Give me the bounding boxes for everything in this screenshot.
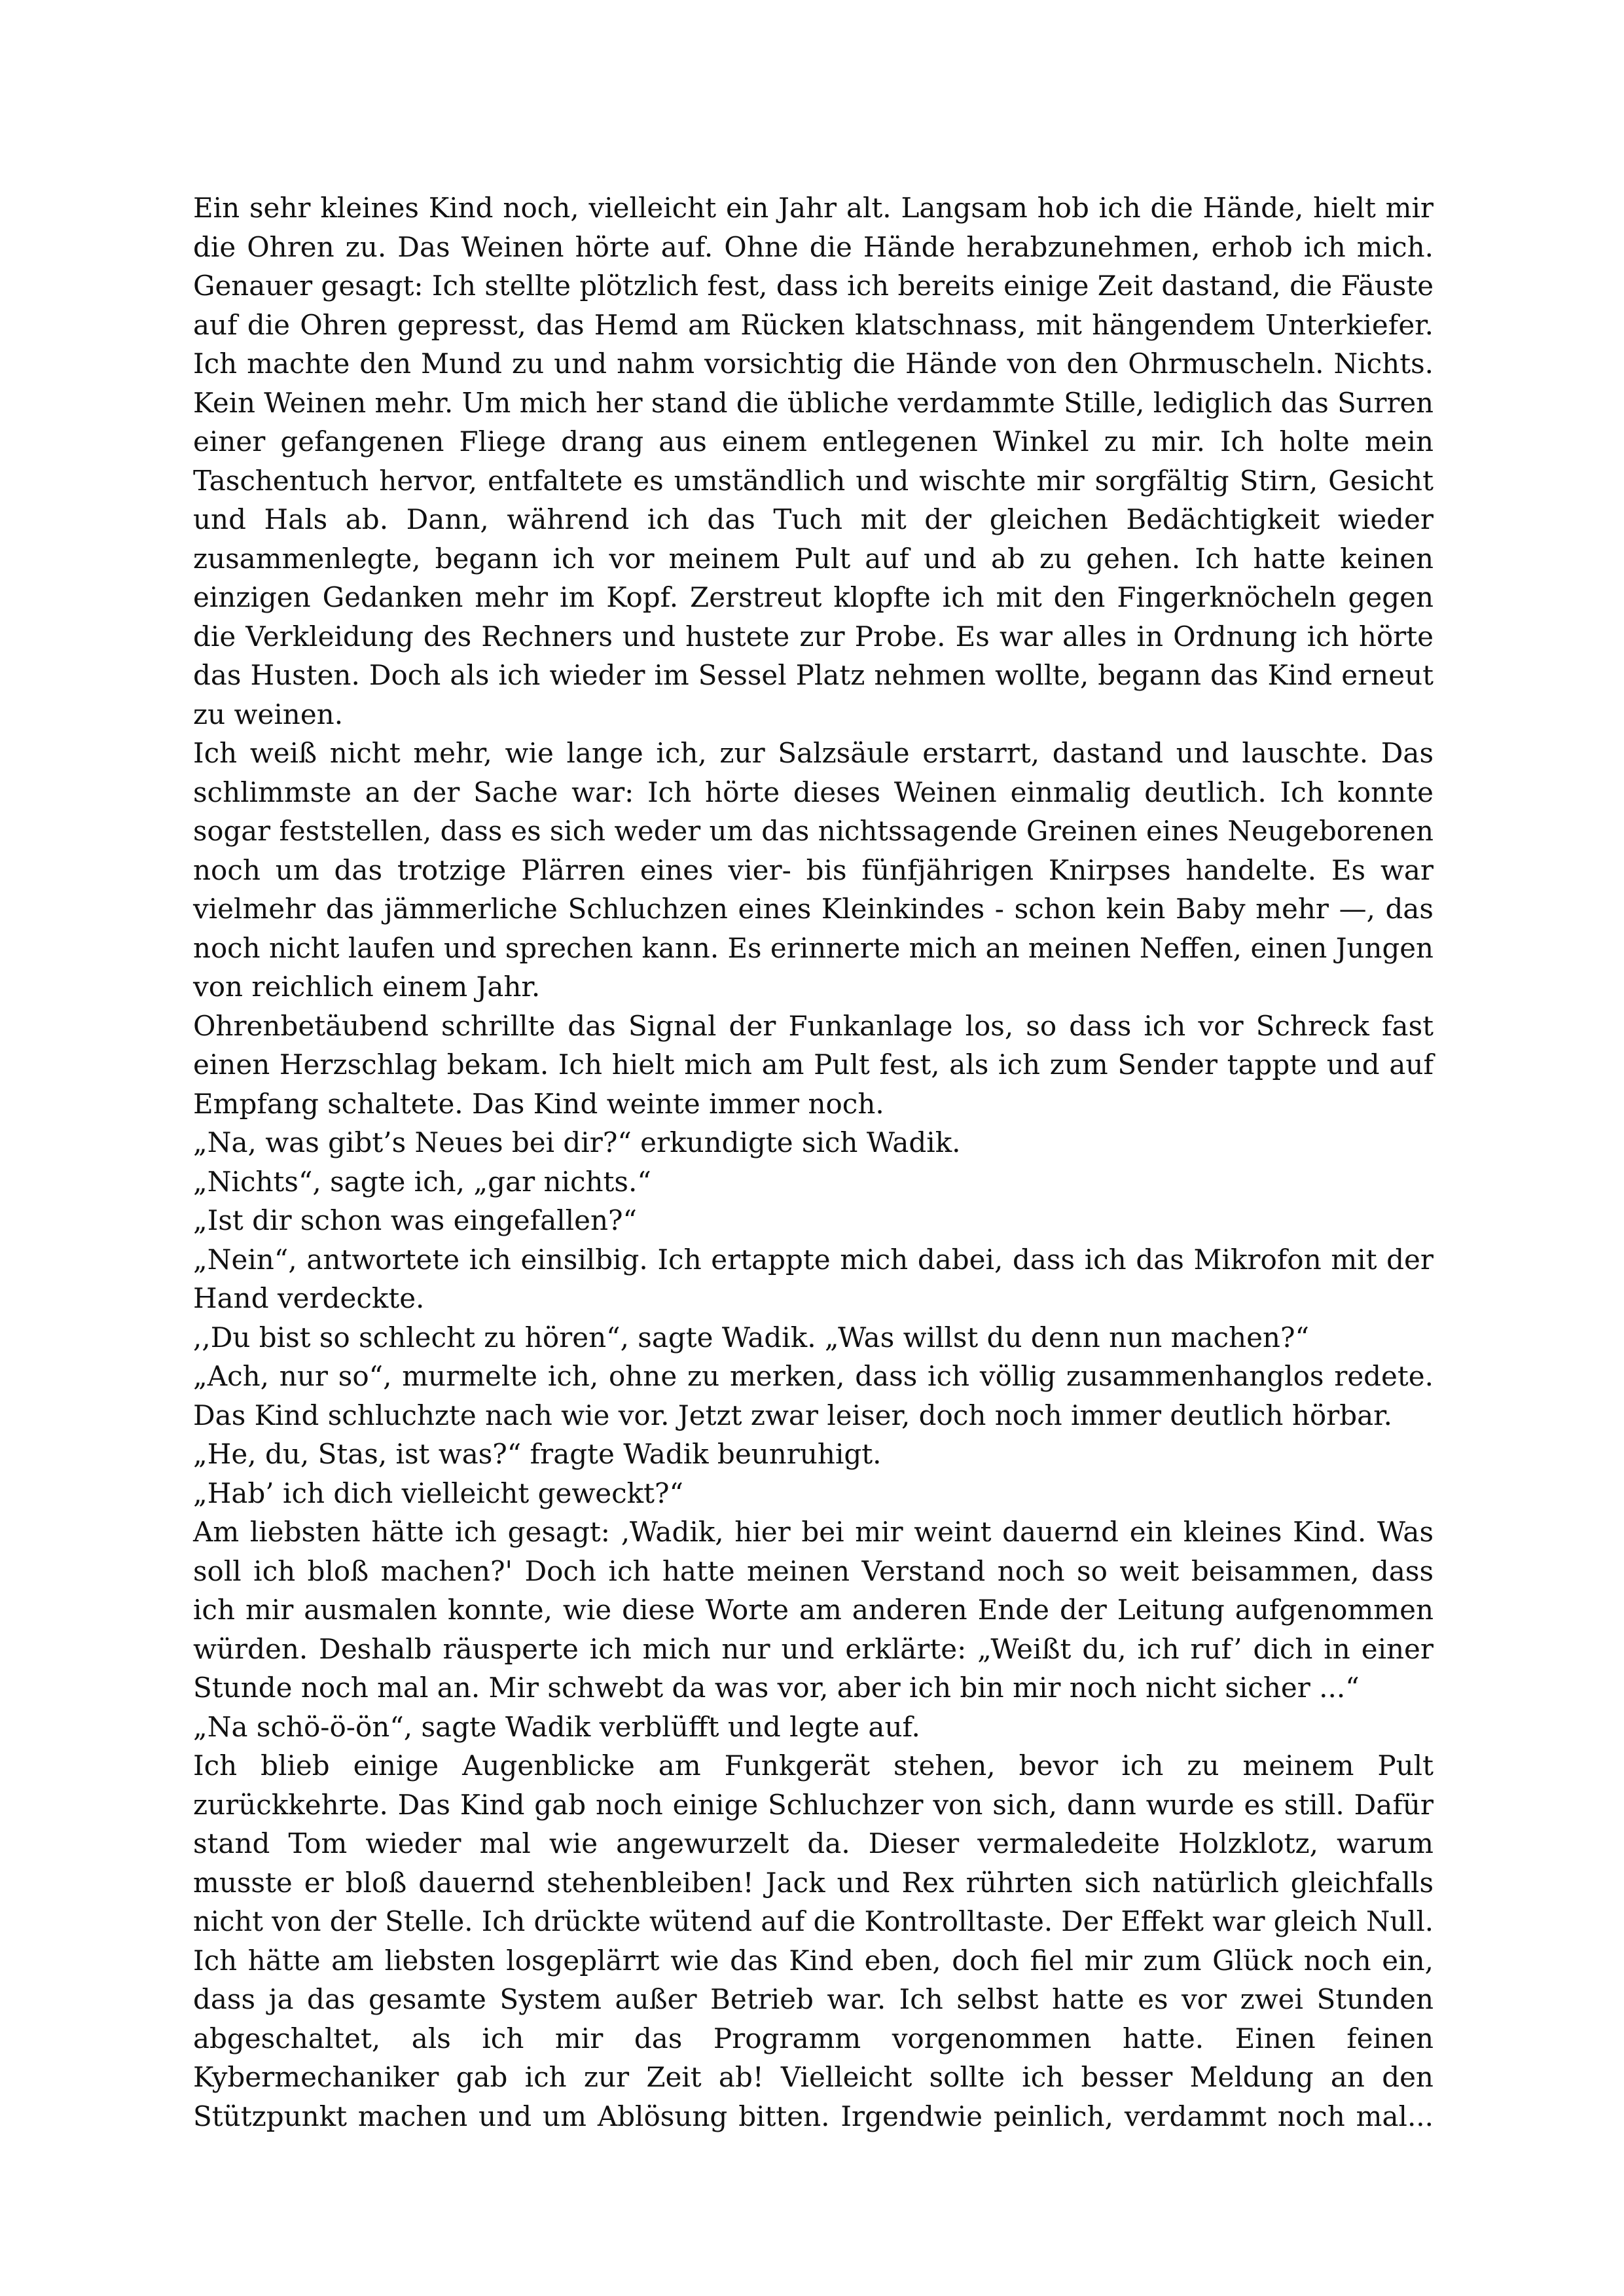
text-line: „Nein“, antwortete ich einsilbig. Ich ertappte mich dabei, dass ich das Mikrofon mit der — [193, 1243, 1434, 1276]
paragraph — [193, 1123, 1434, 1162]
text-line: „Hab’ ich dich vielleicht geweckt?“ — [193, 1477, 683, 1509]
text-line: nicht von der Stelle. Ich drückte wütend auf die Kontrolltaste. Der Effekt war gleich Null. — [193, 1905, 1434, 1937]
text-line: Ich machte den Mund zu und nahm vorsichtig die Hände von den Ohrmuscheln. Nichts. — [193, 348, 1434, 380]
paragraph — [193, 734, 1434, 1007]
text-line: vielmehr das jämmerliche Schluchzen eines Kleinkindes - schon kein Baby mehr —, das — [193, 893, 1434, 925]
text-line: zusammenlegte, begann ich vor meinem Pult auf und ab zu gehen. Ich hatte keinen — [193, 542, 1434, 575]
text-line: noch um das trotzige Plärren eines vier- bis fünfjährigen Knirpses handelte. Es war — [193, 853, 1434, 886]
text-line: Taschentuch hervor, entfaltete es umständlich und wischte mir sorgfältig Stirn, Gesicht — [193, 464, 1434, 497]
text-line: abgeschaltet, als ich mir das Programm vorgenommen hatte. Einen feinen — [193, 2022, 1434, 2054]
text-line: die Verkleidung des Rechners und hustete zur Probe. Es war alles in Ordnung ich hörte — [193, 620, 1434, 653]
text-line: Stunde noch mal an. Mir schwebt da was vor, aber ich bin mir noch nicht sicher ...“ — [193, 1672, 1360, 1704]
text-line: musste er bloß dauernd stehenbleiben! Jack und Rex rührten sich natürlich gleichfalls — [193, 1866, 1434, 1899]
text-line: einer gefangenen Fliege drang aus einem entlegenen Winkel zu mir. Ich holte mein — [193, 425, 1434, 457]
text-line: stand Tom wieder mal wie angewurzelt da. Dieser vermaledeite Holzklotz, warum — [193, 1827, 1434, 1859]
text-line: Ein sehr kleines Kind noch, vielleicht ein Jahr alt. Langsam hob ich die Hände, hielt mir — [193, 192, 1434, 224]
text-line: „Nichts“, sagte ich, „gar nichts.“ — [193, 1165, 651, 1198]
text-line: „Na, was gibt’s Neues bei dir?“ erkundigte sich Wadik. — [193, 1126, 961, 1158]
paragraph — [193, 1474, 1434, 1513]
paragraph — [193, 1357, 1434, 1435]
text-line: das Husten. Doch als ich wieder im Sessel Platz nehmen wollte, begann das Kind erneut — [193, 659, 1434, 691]
paragraph — [193, 1162, 1434, 1202]
text-line: ,,Du bist so schlecht zu hören“, sagte Wadik. „Was willst du denn nun machen?“ — [193, 1321, 1309, 1354]
text-line: Empfang schaltete. Das Kind weinte immer noch. — [193, 1087, 884, 1120]
text-line: auf die Ohren gepresst, das Hemd am Rücken klatschnass, mit hängendem Unterkiefer. — [193, 308, 1434, 341]
document-text-body — [193, 188, 1434, 2136]
text-line: noch nicht laufen und sprechen kann. Es erinnerte mich an meinen Neffen, einen Jungen — [193, 931, 1434, 964]
text-line: Ich hätte am liebsten losgeplärrt wie das Kind eben, doch fiel mir zum Glück noch ein, — [193, 1944, 1434, 1977]
text-line: „Ach, nur so“, murmelte ich, ohne zu merken, dass ich völlig zusammenhanglos redete. — [193, 1360, 1434, 1392]
paragraph — [193, 1201, 1434, 1240]
text-line: „He, du, Stas, ist was?“ fragte Wadik beunruhigt. — [193, 1438, 882, 1470]
text-line: soll ich bloß machen?' Doch ich hatte meinen Verstand noch so weit beisammen, dass — [193, 1554, 1434, 1587]
text-line: die Ohren zu. Das Weinen hörte auf. Ohne die Hände herabzunehmen, erhob ich mich. — [193, 230, 1434, 263]
paragraph — [193, 1318, 1434, 1357]
paragraph — [193, 1708, 1434, 1747]
paragraph — [193, 1240, 1434, 1318]
paragraph — [193, 1435, 1434, 1474]
text-line: „Ist dir schon was eingefallen?“ — [193, 1204, 638, 1236]
text-line: ich mir ausmalen konnte, wie diese Worte am anderen Ende der Leitung aufgenommen — [193, 1594, 1434, 1626]
text-line: Kein Weinen mehr. Um mich her stand die übliche verdammte Stille, lediglich das Surren — [193, 386, 1434, 419]
paragraph — [193, 1746, 1434, 2136]
paragraph — [193, 1513, 1434, 1708]
text-line: von reichlich einem Jahr. — [193, 971, 541, 1003]
text-line: schlimmste an der Sache war: Ich hörte dieses Weinen einmalig deutlich. Ich konnte — [193, 776, 1434, 808]
text-line: Hand verdeckte. — [193, 1282, 425, 1314]
text-line: würden. Deshalb räusperte ich mich nur und erklärte: „Weißt du, ich ruf’ dich in einer — [193, 1632, 1434, 1665]
text-line: zurückkehrte. Das Kind gab noch einige Schluchzer von sich, dann wurde es still. Dafür — [193, 1788, 1434, 1821]
text-line: und Hals ab. Dann, während ich das Tuch mit der gleichen Bedächtigkeit wieder — [193, 503, 1434, 535]
text-line: Ohrenbetäubend schrillte das Signal der Funkanlage los, so dass ich vor Schreck fast — [193, 1009, 1434, 1042]
text-line: Genauer gesagt: Ich stellte plötzlich fest, dass ich bereits einige Zeit dastand, die Fäuste — [193, 270, 1434, 302]
text-line: einen Herzschlag bekam. Ich hielt mich am Pult fest, als ich zum Sender tappte und auf — [193, 1049, 1434, 1081]
text-line: zu weinen. — [193, 698, 344, 730]
text-line: dass ja das gesamte System außer Betrieb war. Ich selbst hatte es vor zwei Stunden — [193, 1983, 1434, 2015]
text-line: Das Kind schluchzte nach wie vor. Jetzt zwar leiser, doch noch immer deutlich hörbar. — [193, 1399, 1392, 1431]
text-line: Stützpunkt machen und um Ablösung bitten. Irgendwie peinlich, verdammt noch mal... — [193, 2100, 1434, 2132]
paragraph — [193, 188, 1434, 734]
text-line: Ich blieb einige Augenblicke am Funkgerät stehen, bevor ich zu meinem Pult — [193, 1749, 1434, 1782]
text-line: einzigen Gedanken mehr im Kopf. Zerstreut klopfte ich mit den Fingerknöcheln gegen — [193, 581, 1434, 613]
text-line: Am liebsten hätte ich gesagt: ‚Wadik, hier bei mir weint dauernd ein kleines Kind. Was — [193, 1516, 1434, 1548]
text-line: sogar feststellen, dass es sich weder um das nichtssagende Greinen eines Neugeborenen — [193, 815, 1434, 847]
paragraph — [193, 1007, 1434, 1124]
text-line: „Na schö-ö-ön“, sagte Wadik verblüfft und legte auf. — [193, 1710, 920, 1743]
text-line: Kybermechaniker gab ich zur Zeit ab! Vielleicht sollte ich besser Meldung an den — [193, 2061, 1434, 2093]
text-line: Ich weiß nicht mehr, wie lange ich, zur Salzsäule erstarrt, dastand und lauschte. Das — [193, 737, 1434, 769]
